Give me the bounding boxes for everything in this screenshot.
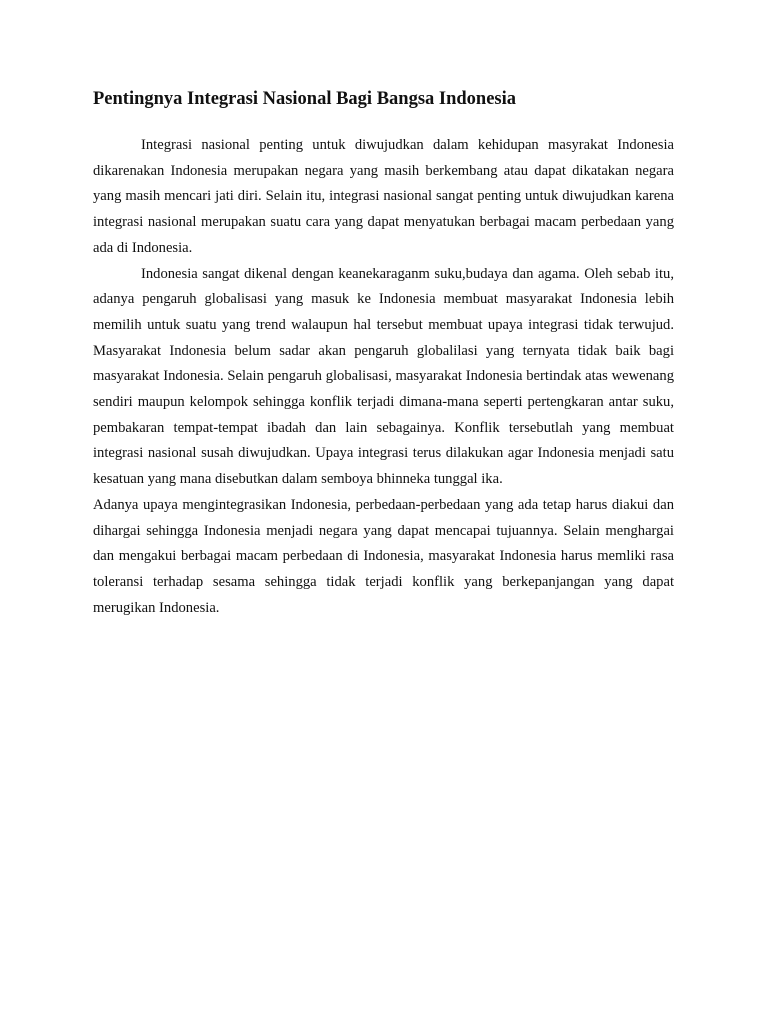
document-body [93,133,674,621]
paragraph-2: Indonesia sangat dikenal dengan keanekaraganm suku,budaya dan agama. Oleh sebab itu, adanya pengaruh globalisasi yang masuk ke Indonesia membuat masyarakat Indonesia lebih memilih untuk suatu yang trend walaupun hal tersebut membuat upaya integrasi tidak terwujud. Masyarakat Indonesia belum sadar akan pengaruh globalilasi yang ternyata tidak baik bagi masyarakat Indonesia. Selain pengaruh globalisasi, masyarakat Indonesia bertindak atas wewenang sendiri maupun kelompok sehingga konflik terjadi dimana-mana seperti pertengkaran antar suku, pembakaran tempat-tempat ibadah dan lain sebagainya. Konflik tersebutlah yang membuat integrasi nasional susah diwujudkan. Upaya integrasi terus dilakukan agar Indonesia menjadi satu kesatuan yang mana disebutkan dalam semboya bhinneka tunggal ika. [93,265,674,488]
document-title: Pentingnya Integrasi Nasional Bagi Bangsa Indonesia [93,89,517,109]
paragraph-3: Adanya upaya mengintegrasikan Indonesia, perbedaan-perbedaan yang ada tetap harus diakui dan dihargai sehingga Indonesia menjadi negara yang dapat mencapai tujuannya. Selain menghargai dan mengakui berbagai macam perbedaan di Indonesia, masyarakat Indonesia harus memliki rasa toleransi terhadap sesama sehingga tidak terjadi konflik yang berkepanjangan yang dapat merugikan Indonesia. [93,496,674,616]
document-content [93,86,674,621]
paragraph-1: Integrasi nasional penting untuk diwujudkan dalam kehidupan masyrakat Indonesia dikarenakan Indonesia merupakan negara yang masih berkembang atau dapat dikatakan negara yang masih mencari jati diri. Selain itu, integrasi nasional sangat penting untuk diwujudkan karena integrasi nasional merupakan suatu cara yang dapat menyatukan berbagai macam perbedaan yang ada di Indonesia. [93,137,674,256]
